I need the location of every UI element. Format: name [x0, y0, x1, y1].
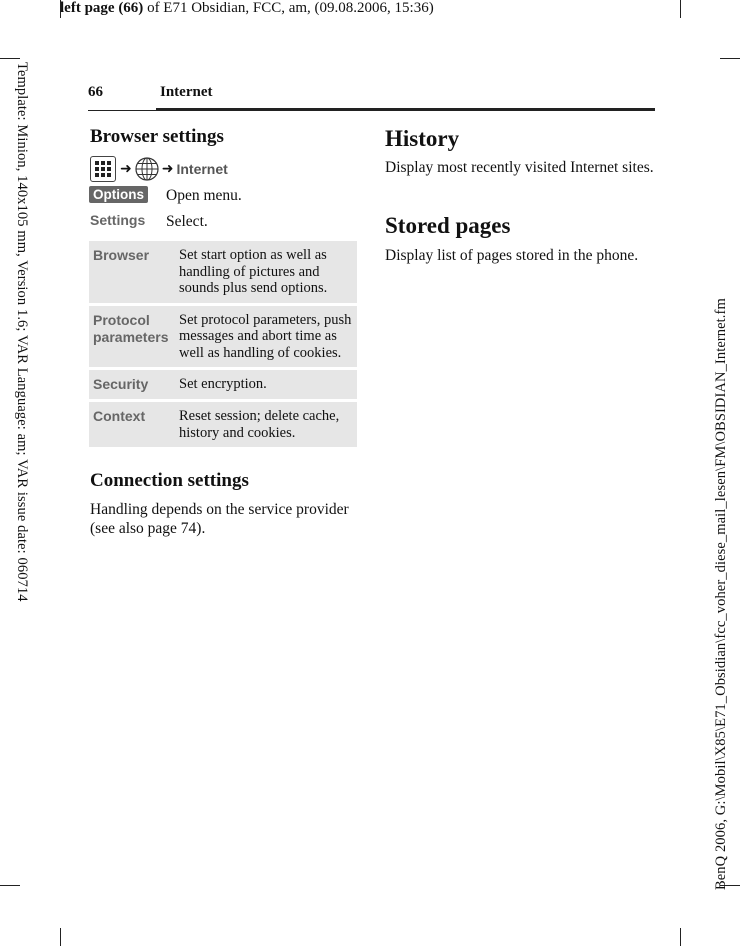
template-info: Template: Minion, 140x105 mm, Version 1.6; VAR Language: am; VAR issue date: 060714: [14, 62, 30, 602]
table-row-key: Security: [93, 376, 149, 392]
table-row: [89, 402, 357, 447]
history-text: Display most recently visited Internet sites.: [385, 159, 654, 176]
print-header-page: left page (66): [60, 0, 144, 16]
table-row: [89, 241, 357, 303]
crop-mark: [680, 928, 681, 946]
table-row-key: Protocol parameters: [93, 311, 169, 345]
table-row-description: Set encryption.: [179, 376, 267, 392]
table-row-description: Set protocol parameters, push messages and abort time as well as handling of cookies.: [179, 311, 352, 361]
settings-description: Select.: [166, 213, 208, 230]
running-head: [88, 84, 655, 111]
browser-settings-table: [89, 241, 357, 450]
table-row: [89, 370, 357, 399]
menu-path-label: Internet: [176, 161, 228, 177]
options-description: Open menu.: [166, 187, 242, 204]
connection-settings-text: Handling depends on the service provider (see also page 74).: [90, 501, 349, 537]
crop-mark: [0, 58, 20, 59]
table-row-key: Context: [93, 408, 146, 424]
stored-pages-text: Display list of pages stored in the phone.: [385, 247, 639, 264]
print-header-info: of E71 Obsidian, FCC, am, (09.08.2006, 15:36): [143, 0, 434, 16]
connection-settings-heading: Connection settings: [90, 470, 249, 491]
running-head-rule: [156, 108, 655, 111]
table-row-description: Set start option as well as handling of pictures and sounds plus send options.: [179, 247, 328, 296]
settings-softkey: Settings: [90, 212, 146, 228]
arrow-right-icon: ➜: [120, 161, 132, 177]
arrow-right-icon: ➜: [161, 161, 174, 177]
stored-pages-heading: Stored pages: [385, 213, 511, 238]
file-path-info: BenQ 2006, G:\Mobil\X85\E71_Obsidian\fcc_voher_diese_mail_lesen\FM\OBSIDIAN_Internet.fm: [713, 298, 729, 890]
crop-mark: [680, 0, 681, 18]
crop-mark: [720, 58, 740, 59]
crop-mark: [0, 885, 20, 886]
menu-grid-icon: [90, 156, 116, 182]
history-heading: History: [385, 126, 460, 151]
page-number: 66: [88, 84, 103, 100]
table-row-key: Browser: [93, 247, 150, 263]
table-row-description: Reset session; delete cache, history and cookies.: [179, 408, 340, 441]
table-row: [89, 306, 357, 368]
print-header: [60, 0, 434, 17]
browser-settings-heading: Browser settings: [90, 126, 224, 147]
globe-icon: [134, 156, 160, 182]
crop-mark: [60, 928, 61, 946]
menu-path: [90, 154, 228, 184]
options-softkey: Options: [89, 186, 148, 203]
section-name: Internet: [160, 84, 213, 100]
